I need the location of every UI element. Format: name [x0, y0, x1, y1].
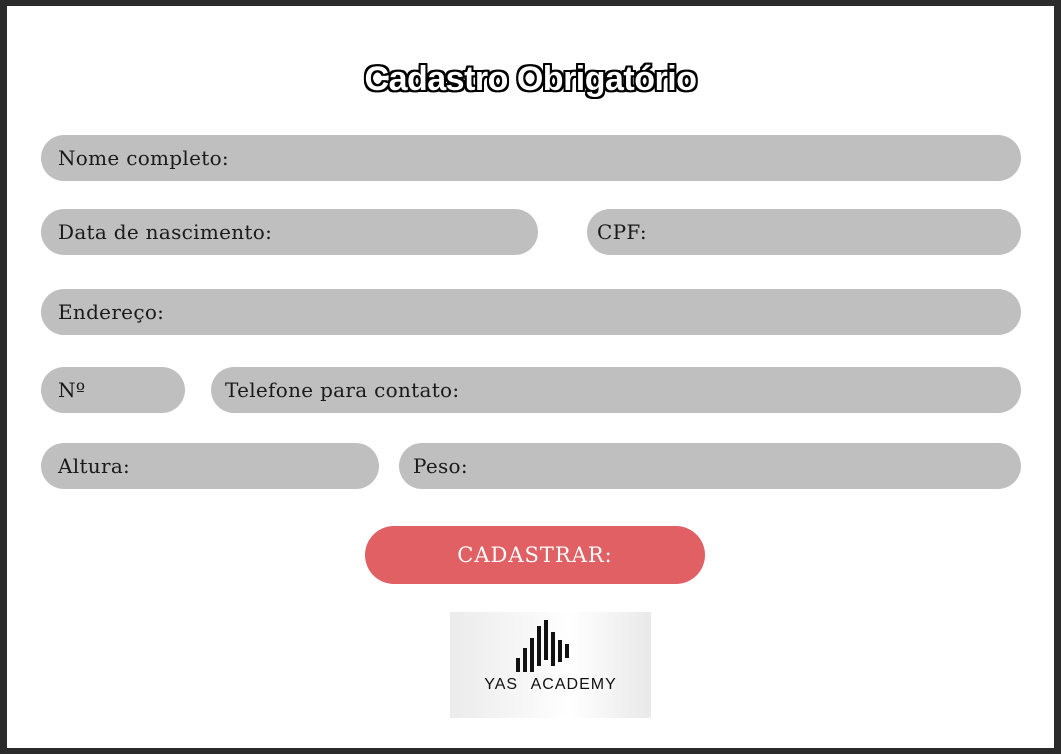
number-placeholder: Nº [58, 378, 86, 402]
phone-placeholder: Telefone para contato: [225, 378, 460, 402]
phone-field[interactable] [211, 367, 1021, 413]
height-field[interactable] [41, 443, 379, 489]
logo-text: YAS ACADEMY [484, 676, 617, 693]
page-title: Cadastro Obrigatório [364, 60, 697, 98]
register-button[interactable] [365, 526, 705, 584]
number-field[interactable] [41, 367, 185, 413]
birth-date-placeholder: Data de nascimento: [58, 220, 273, 244]
address-field[interactable] [41, 289, 1021, 335]
register-button-label: CADASTRAR: [457, 543, 613, 567]
birth-date-field[interactable] [41, 209, 538, 255]
height-placeholder: Altura: [58, 454, 131, 478]
yas-academy-logo [450, 612, 651, 718]
weight-placeholder: Peso: [413, 454, 468, 478]
cpf-field[interactable] [587, 209, 1021, 255]
weight-field[interactable] [399, 443, 1021, 489]
address-placeholder: Endereço: [58, 300, 165, 324]
cpf-placeholder: CPF: [597, 220, 647, 244]
full-name-field[interactable] [41, 135, 1021, 181]
full-name-placeholder: Nome completo: [58, 146, 229, 170]
registration-card [7, 6, 1054, 748]
bar-chart-icon [516, 620, 586, 674]
